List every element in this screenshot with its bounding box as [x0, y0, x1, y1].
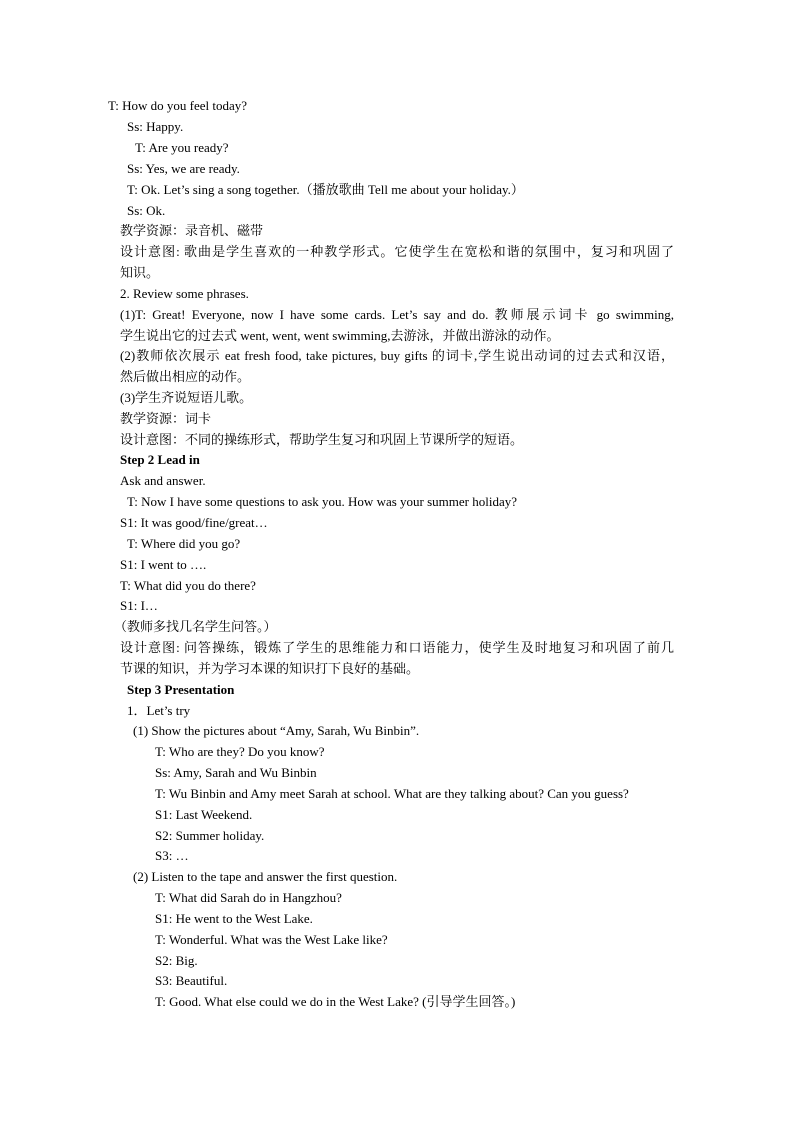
text-line: S2: Summer holiday.: [155, 828, 265, 843]
text-line: 2. Review some phrases.: [120, 286, 249, 301]
text-line: (3)学生齐说短语儿歌。: [120, 390, 253, 405]
text-line: Ss: Ok.: [127, 203, 166, 218]
text-line: 1．Let’s try: [127, 703, 191, 718]
section-heading: Step 2 Lead in: [120, 452, 200, 467]
text-line: 教学资源：录音机、磁带: [120, 223, 264, 238]
text-line: S2: Big.: [155, 953, 198, 968]
text-line: Ss: Happy.: [127, 119, 184, 134]
text-line: 教学资源：词卡: [120, 411, 212, 426]
text-line: 设计意图: 问答操练，锻炼了学生的思维能力和口语能力，使学生及时地复习和巩固了前几: [120, 640, 674, 655]
text-line: S3: Beautiful.: [155, 973, 228, 988]
text-line: 然后做出相应的动作。: [120, 369, 251, 384]
text-line: (1) Show the pictures about “Amy, Sarah, Wu Binbin”.: [133, 723, 420, 738]
text-line: S1: Last Weekend.: [155, 807, 253, 822]
text-line: (1)T: Great! Everyone, now I have some cards. Let’s say and do. 教师展示词卡 go swimming,: [120, 307, 674, 322]
text-line: （教师多找几名学生问答。）: [114, 619, 277, 634]
text-line: T: How do you feel today?: [108, 98, 248, 113]
text-line: Ask and answer.: [120, 473, 206, 488]
text-line: (2)教师依次展示 eat fresh food, take pictures, buy gifts 的词卡,学生说出动词的过去式和汉语，: [120, 348, 674, 363]
text-line: 知识。: [120, 265, 160, 280]
text-line: 学生说出它的过去式 went, went, went swimming,去游泳，并做出游泳的动作。: [120, 328, 560, 343]
text-line: Ss: Yes, we are ready.: [127, 161, 240, 176]
text-line: T: Who are they? Do you know?: [155, 744, 325, 759]
text-line: 设计意图：不同的操练形式，帮助学生复习和巩固上节课所学的短语。: [120, 432, 524, 447]
text-line: T: Where did you go?: [127, 536, 241, 551]
section-heading: Step 3 Presentation: [127, 682, 235, 697]
text-line: S1: I…: [120, 598, 158, 613]
text-line: T: Wonderful. What was the West Lake like?: [155, 932, 388, 947]
text-line: T: Now I have some questions to ask you. How was your summer holiday?: [127, 494, 518, 509]
text-line: (2) Listen to the tape and answer the first question.: [133, 869, 398, 884]
text-line: T: What did Sarah do in Hangzhou?: [155, 890, 342, 905]
text-line: T: What did you do there?: [120, 578, 256, 593]
text-line: S1: I went to ….: [120, 557, 207, 572]
text-line: T: Wu Binbin and Amy meet Sarah at school. What are they talking about? Can you guess?: [155, 786, 629, 801]
text-line: 节课的知识，并为学习本课的知识打下良好的基础。: [120, 661, 420, 676]
text-line: T: Are you ready?: [135, 140, 229, 155]
text-line: T: Good. What else could we do in the West Lake? (引导学生回答。): [155, 994, 516, 1009]
text-line: Ss: Amy, Sarah and Wu Binbin: [155, 765, 317, 780]
text-line: S1: It was good/fine/great…: [120, 515, 268, 530]
text-line: T: Ok. Let’s sing a song together.（播放歌曲 Tell me about your holiday.）: [127, 182, 524, 197]
text-line: S1: He went to the West Lake.: [155, 911, 313, 926]
text-line: 设计意图: 歌曲是学生喜欢的一种教学形式。它使学生在宽松和谐的氛围中，复习和巩固了: [120, 244, 674, 259]
text-line: S3: …: [155, 848, 189, 863]
